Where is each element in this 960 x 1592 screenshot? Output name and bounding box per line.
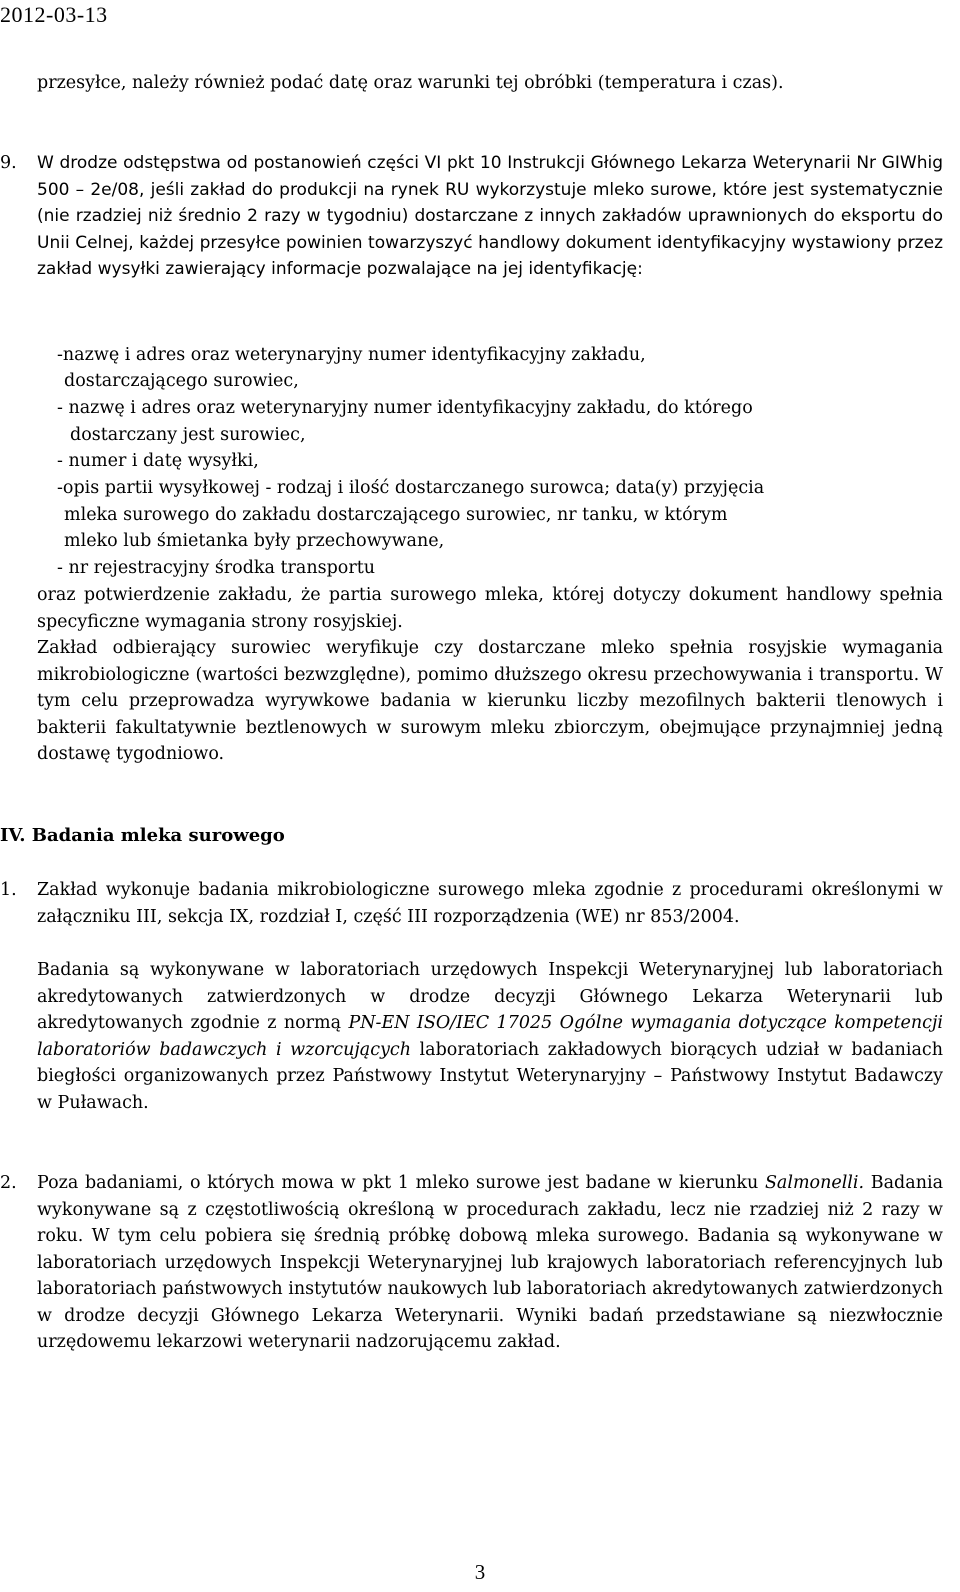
item-2-part-a: Poza badaniami, o których mowa w pkt 1 mleko surowe jest badane w kierunku [37,1173,765,1193]
list-item: -opis partii wysyłkowej - rodzaj i ilość dostarczanego surowca; data(y) przyjęcia [57,478,765,498]
item-1-number: 1. [0,880,17,900]
item-1-text: Zakład wykonuje badania mikrobiologiczne surowego mleka zgodnie z procedurami określonymi w załączniku III, sekcja IX, rozdział I, część III rozporządzenia (WE) nr 853/2004. [37,880,943,927]
item-9-paragraph-2: Zakład odbierający surowiec weryfikuje czy dostarczane mleko spełnia rosyjskie wymagania mikrobiologiczne (wartości bezwzględne), pomimo dłuższego okresu przechowywania i transportu. W tym celu przeprowadza wyrywkowe badania w kierunku liczby mezofilnych bakterii tlenowych i bakterii fakultatywnie beztlenowych w surowym mleku zbiorczym, obejmujące przynajmniej jedną dostawę tygodniowo. [37,638,943,764]
list-item: - numer i datę wysyłki, [57,451,259,471]
page-number: 3 [474,1560,486,1584]
intro-paragraph: przesyłce, należy również podać datę oraz warunki tej obróbki (temperatura i czas). [37,73,784,93]
list-item: mleka surowego do zakładu dostarczającego surowiec, nr tanku, w którym [64,505,728,525]
list-item: -nazwę i adres oraz weterynaryjny numer identyfikacyjny zakładu, [57,345,646,365]
item-1-p2-part-a: Badania są wykonywane w laboratoriach urzędowych Inspekcji Weterynaryjnej lub laboratoriach akredytowanych zatwierdzonych w drodze decyzji Głównego Lekarza Weterynarii lub akredytowanych zgodnie z normą [37,960,943,1033]
item-2-text [37,1170,943,1356]
item-2-part-b: Badania wykonywane są z częstotliwością określoną w procedurach zakładu, lecz nie rzadziej niż 2 razy w roku. W tym celu pobiera się średnią próbkę dobową mleka surowego. Badania są wykonywane w laboratoriach urzędowych Inspekcji Weterynaryjnej lub krajowych laboratoriach referencyjnych lub laboratoriach państwowych instytutów naukowych lub laboratoriach akredytowanych zatwierdzonych w drodze decyzji Głównego Lekarza Weterynarii. Wyniki badań przedstawiane są niezwłocznie urzędowemu lekarzowi weterynarii nadzorującemu zakład. [37,1173,943,1352]
item-9-number: 9. [0,153,17,173]
item-9-text: W drodze odstępstwa od postanowień części VI pkt 10 Instrukcji Głównego Lekarza Weterynarii Nr GIWhig 500 – 2e/08, jeśli zakład do produkcji na rynek RU wykorzystuje mleko surowe, które jest systematycznie (nie rzadziej niż średnio 2 razy w tygodniu) dostarczane z innych zakładów uprawnionych do eksportu do Unii Celnej, każdej przesyłce powinien towarzyszyć handlowy dokument identyfikacyjny wystawiony przez zakład wysyłki zawierający informacje pozwalające na jej identyfikację: [37,153,943,279]
section-heading: IV. Badania mleka surowego [0,825,285,846]
page-date: 2012-03-13 [0,2,108,27]
list-item: mleko lub śmietanka były przechowywane, [64,531,445,551]
item-1-p2-standard: PN-EN ISO/IEC 17025 Ogólne wymagania dotyczące kompetencji laboratoriów badawczych i wzorcujących [37,1013,943,1060]
list-item: dostarczany jest surowiec, [70,425,306,445]
list-item: dostarczającego surowiec, [64,371,299,391]
item-9-after-list: oraz potwierdzenie zakładu, że partia surowego mleka, której dotyczy dokument handlowy spełnia specyficzne wymagania strony rosyjskiej. [37,585,943,632]
list-item: - nazwę i adres oraz weterynaryjny numer identyfikacyjny zakładu, do którego [57,398,753,418]
item-1-paragraph-2 [37,957,943,1116]
item-2-salmonella: Salmonelli. [764,1173,865,1193]
item-1-p2-part-b: laboratoriach zakładowych biorących udział w badaniach biegłości organizowanych przez Państwowy Instytut Weterynaryjny – Państwowy Instytut Badawczy w Puławach. [37,1039,943,1113]
item-2-number: 2. [0,1173,17,1193]
list-item: - nr rejestracyjny środka transportu [57,558,375,578]
